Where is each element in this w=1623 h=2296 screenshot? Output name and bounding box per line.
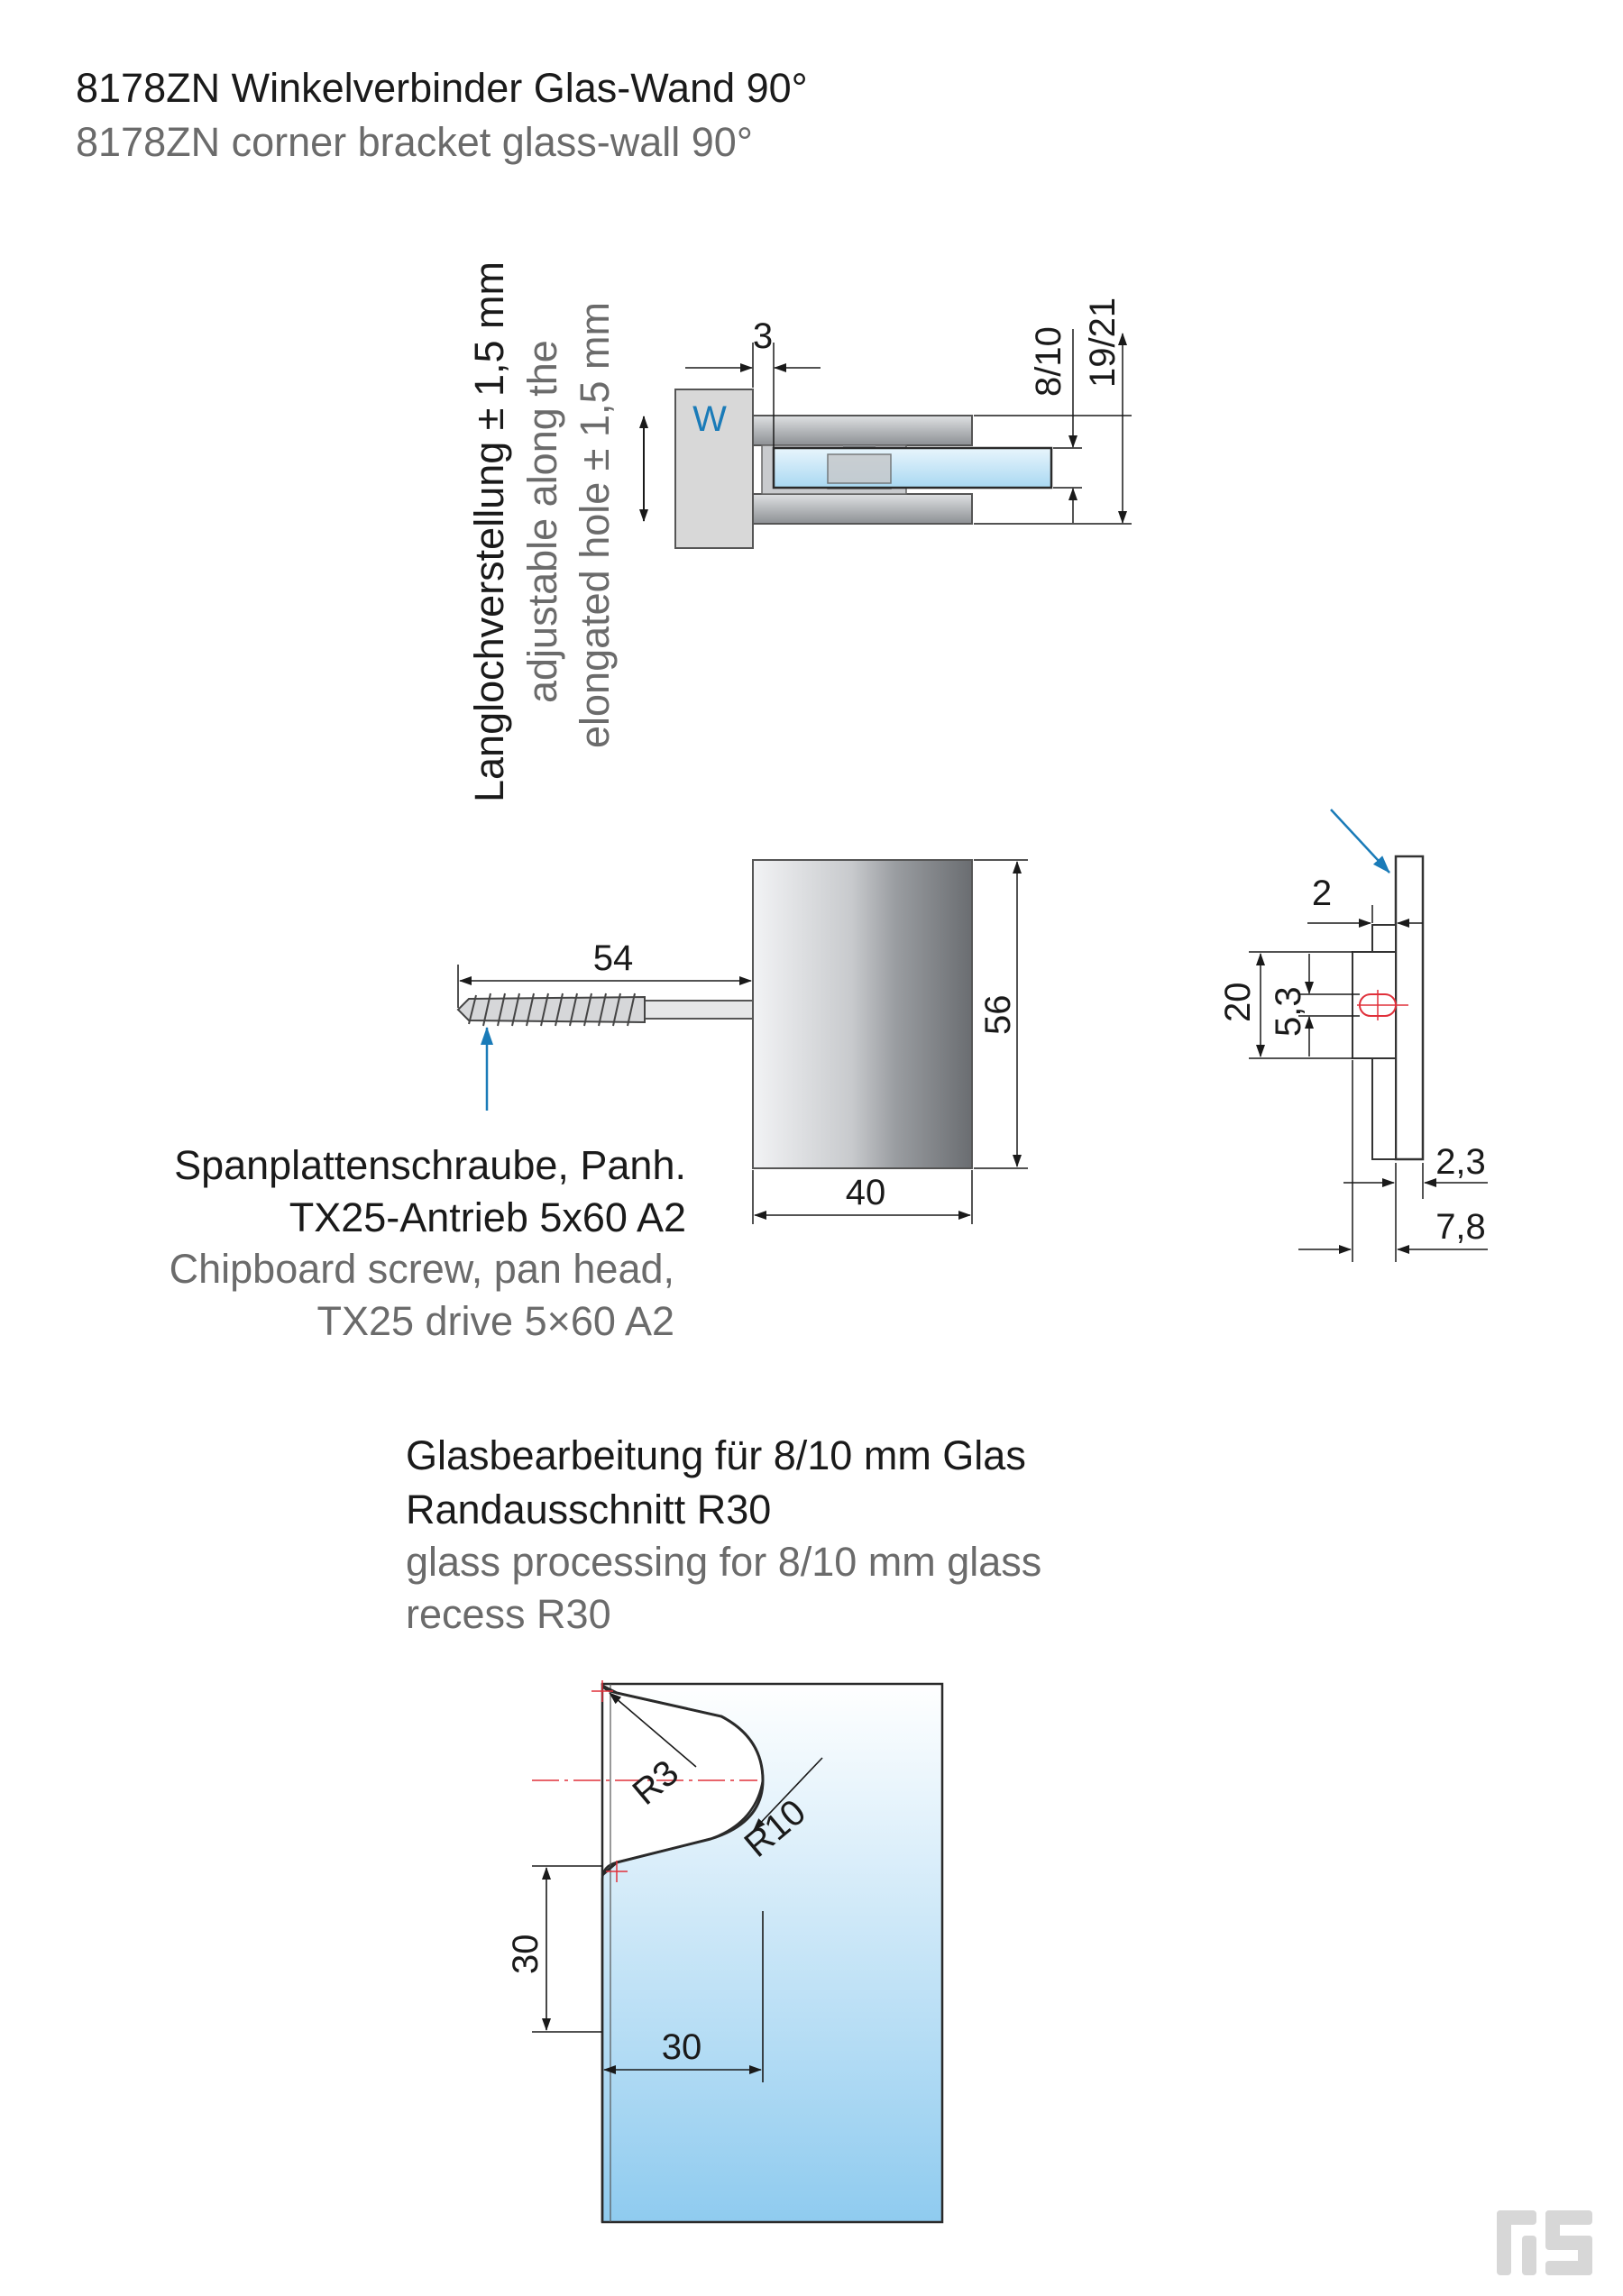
r10-label: R10 xyxy=(737,1792,814,1865)
screw-note-de-2: TX25-Antrieb 5x60 A2 xyxy=(289,1194,686,1240)
width-label: 40 xyxy=(845,1173,886,1212)
gap-label: 3 xyxy=(752,316,774,356)
glass-note-en-2: recess R30 xyxy=(406,1591,611,1637)
glass-label: 8/10 xyxy=(1029,326,1068,397)
title-de: 8178ZN Winkelverbinder Glas-Wand 90° xyxy=(76,65,808,111)
screw-note-en-1: Chipboard screw, pan head, xyxy=(169,1246,674,1292)
depth-label: 7,8 xyxy=(1435,1207,1486,1247)
adjust-note-de: Langlochverstellung ± 1,5 mm xyxy=(466,261,512,802)
screw-note-de-1: Spanplattenschraube, Panh. xyxy=(174,1142,686,1188)
glass-note-de-2: Randausschnitt R30 xyxy=(406,1486,772,1532)
adjust-note-en-1: adjustable along the xyxy=(519,340,565,703)
plate-label: 2,3 xyxy=(1435,1142,1486,1182)
hole-size-label: 5,3 xyxy=(1269,986,1308,1037)
recess-height-label: 30 xyxy=(506,1934,546,1974)
offset-label: 2 xyxy=(1311,874,1333,913)
screw-length-label: 54 xyxy=(592,938,634,978)
height-label: 56 xyxy=(978,994,1018,1035)
total-label: 19/21 xyxy=(1083,297,1123,388)
recess-depth-label: 30 xyxy=(661,2027,702,2067)
screw-note-en-2: TX25 drive 5×60 A2 xyxy=(316,1298,674,1344)
hole-spacing-label: 20 xyxy=(1218,982,1258,1022)
r3-label: R3 xyxy=(625,1752,686,1813)
glass-note-de-1: Glasbearbeitung für 8/10 mm Glas xyxy=(406,1432,1026,1478)
title-en: 8178ZN corner bracket glass-wall 90° xyxy=(76,119,753,165)
adjust-note-en-2: elongated hole ± 1,5 mm xyxy=(572,302,618,748)
wall-label: W xyxy=(692,399,727,439)
brand-logo xyxy=(1497,2210,1592,2275)
glass-note-en-1: glass processing for 8/10 mm glass xyxy=(406,1539,1042,1585)
